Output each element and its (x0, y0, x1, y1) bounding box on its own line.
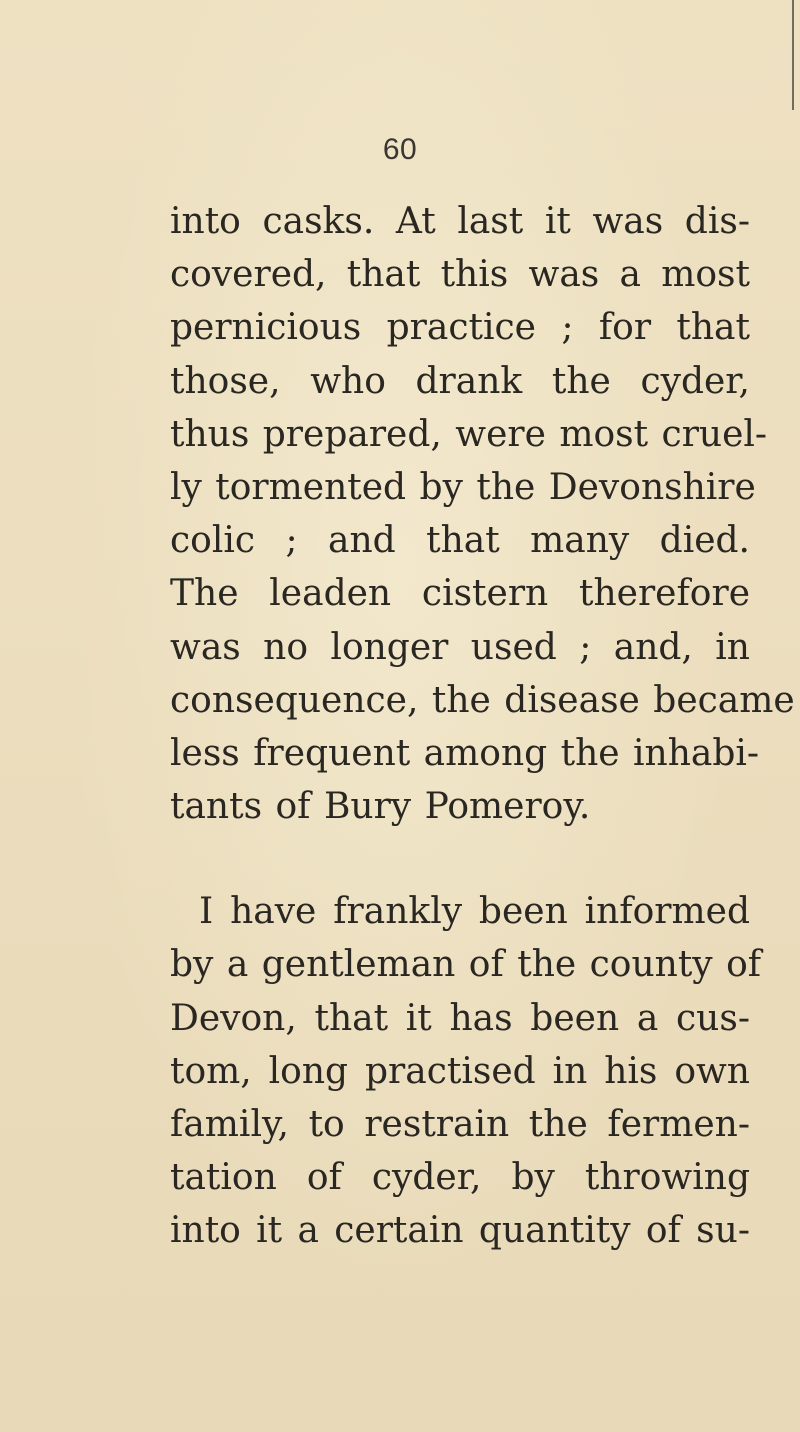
text-line: tants of Bury Pomeroy. (170, 786, 591, 828)
text-line: pernicious practice ; for that (170, 307, 750, 349)
text-line: thus prepared, were most cruel- (170, 413, 768, 455)
text-line: less frequent among the inhabi- (170, 732, 760, 774)
paragraph-spacer (170, 833, 750, 885)
text-line: by a gentleman of the county of (170, 944, 762, 986)
text-line: Devon, that it has been a cus- (170, 997, 750, 1039)
text-line: ly tormented by the Devonshire (170, 466, 756, 508)
text-line: family, to restrain the fermen- (170, 1104, 750, 1145)
text-line: consequence, the disease became (170, 679, 795, 721)
body-text (170, 195, 795, 1258)
page-number: 60 (382, 133, 418, 166)
text-line: was no longer used ; and, in (170, 626, 750, 668)
text-line: those, who drank the cyder, (170, 360, 750, 402)
paragraph-2 (170, 885, 762, 1257)
text-line: colic ; and that many died. (170, 520, 750, 562)
text-line: tom, long practised in his own (170, 1050, 750, 1092)
text-line: into casks. At last it was dis- (170, 201, 750, 242)
page-edge-line (792, 0, 794, 110)
paragraph-1 (170, 195, 795, 833)
text-line: tation of cyder, by throwing (170, 1157, 750, 1199)
text-line: I have frankly been informed (199, 891, 750, 933)
text-line: The leaden cistern therefore (170, 573, 750, 615)
text-line: into it a certain quantity of su- (170, 1210, 750, 1252)
text-line: covered, that this was a most (170, 254, 750, 296)
